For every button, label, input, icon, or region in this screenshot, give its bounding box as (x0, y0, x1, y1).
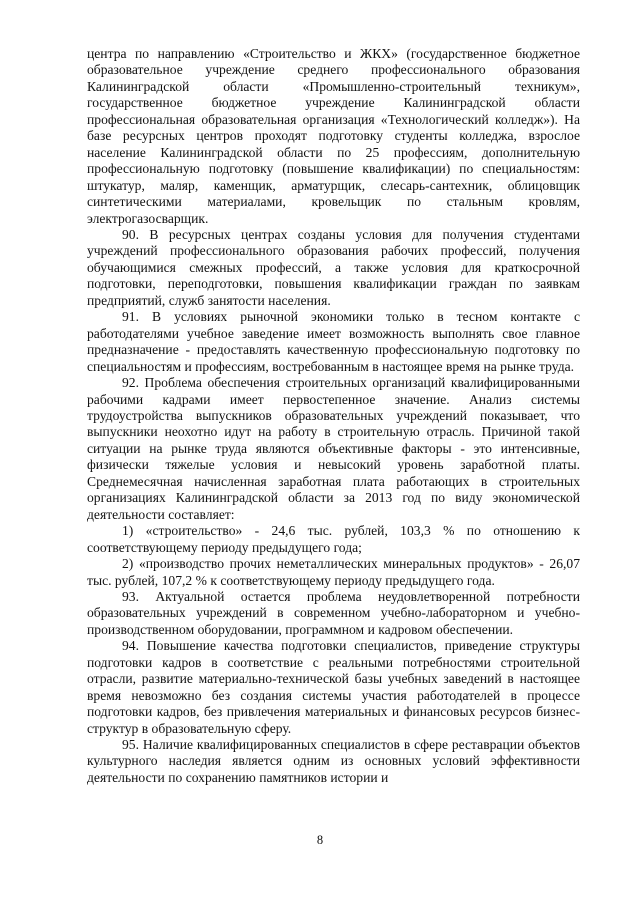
page-number: 8 (316, 833, 324, 847)
paragraph-95: 95. Наличие квалифицированных специалистов в сфере реставрации объектов культурного наследия является одним из основных условий эффективности деятельности по сохранению памятников истории и (87, 737, 580, 785)
paragraph-92: 92. Проблема обеспечения строительных организаций квалифицированными рабочими кадрами имеет первостепенное значение. Анализ системы трудоустройства выпускников образовательных учреждений показывает, что выпускники неохотно идут на работу в строительную отрасль. Причиной такой ситуации на рынке труда являются объективные факторы - это интенсивные, физически тяжелые условия и невысокий уровень заработной платы. Среднемесячная начисленная заработная плата работающих в строительных организациях Калининградской области за 2013 год по виду экономической деятельности составляет: (87, 375, 580, 522)
list-item-mineral-products: 2) «производство прочих неметаллических минеральных продуктов» - 26,07 тыс. рублей, 107,2 % к соответствующему периоду предыдущего года. (87, 556, 580, 588)
list-item-construction: 1) «строительство» - 24,6 тыс. рублей, 103,3 % по отношению к соответствующему периоду предыдущего года; (87, 523, 580, 555)
paragraph-91: 91. В условиях рыночной экономики только в тесном контакте с работодателями учебное заведение имеет возможность выполнять свое главное предназначение - предоставлять качественную профессиональную подготовку по специальностям и профессиям, востребованным в настоящее время на рынке труда. (87, 309, 580, 374)
paragraph-90: 90. В ресурсных центрах созданы условия для получения студентами учреждений профессионального образования рабочих профессий, получения обучающимися смежных профессий, а также условия для краткосрочной подготовки, переподготовки, повышения квалификации граждан по заявкам предприятий, служб занятости населения. (87, 226, 580, 308)
paragraph-94: 94. Повышение качества подготовки специалистов, приведение структуры подготовки кадров в соответствие с реальными потребностями строительной отрасли, развитие материально-технической базы учебных заведений в настоящее время невозможно без создания системы участия работодателей в процессе подготовки кадров, без привлечения материальных и финансовых ресурсов бизнес-структур в образовательную сферу. (87, 638, 580, 736)
document-page (87, 46, 580, 786)
paragraph-resource-centers: центра по направлению «Строительство и ЖКХ» (государственное бюджетное образовательное учреждение среднего профессионального образования Калининградской области «Промышленно-строительный техникум», государственное бюджетное учреждение Калининградской области профессиональная образовательная организация «Технологический колледж»). На базе ресурсных центров проходят подготовку студенты колледжа, взрослое население Калининградской области по 25 профессиям, дополнительную профессиональную подготовку (повышение квалификации) по специальностям: штукатур, маляр, каменщик, арматурщик, слесарь-сантехник, облицовщик синтетическими материалами, кровельщик по стальным кровлям, электрогазосварщик. (87, 46, 580, 226)
paragraph-93: 93. Актуальной остается проблема неудовлетворенной потребности образовательных учреждений в современном учебно-лабораторном и учебно-производственном оборудовании, программном и кадровом обеспечении. (87, 588, 580, 637)
